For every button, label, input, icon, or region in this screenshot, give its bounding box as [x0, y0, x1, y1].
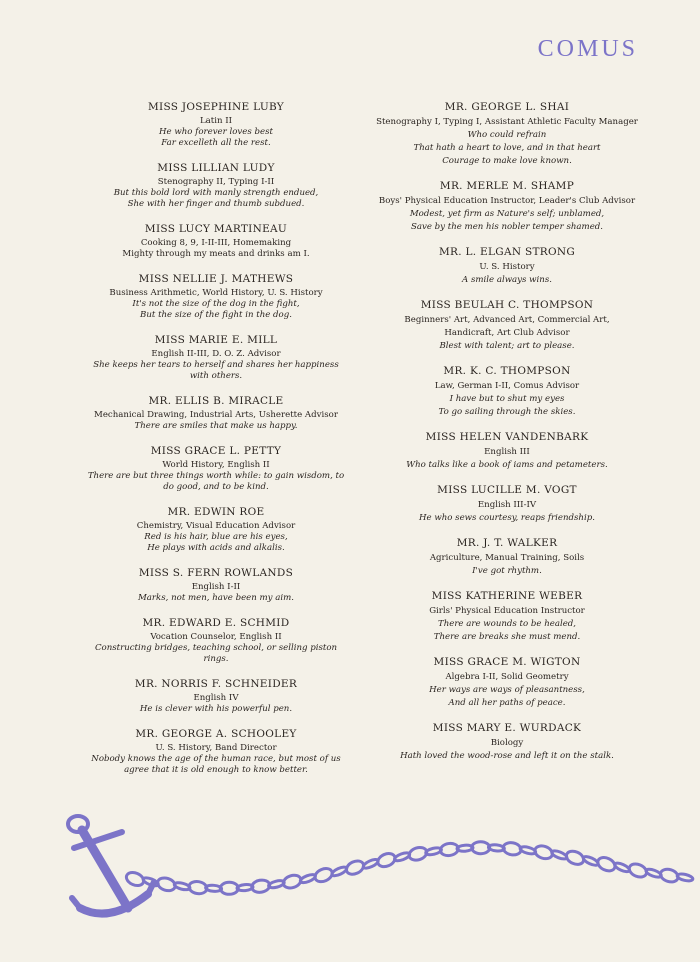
faculty-name: MISS BEULAH C. THOMPSON: [420, 299, 594, 311]
faculty-quote: And all her paths of peace.: [448, 698, 566, 708]
faculty-entry: [82, 445, 350, 493]
faculty-column-left: [82, 101, 350, 789]
faculty-entry: [82, 162, 350, 210]
faculty-name: MISS HELEN VANDENBARK: [425, 431, 589, 443]
faculty-subjects: Biology: [490, 738, 524, 748]
faculty-name: MISS LUCY MARTINEAU: [144, 223, 288, 235]
faculty-entry: [372, 299, 642, 353]
faculty-name: MR. J. T. WALKER: [456, 537, 558, 549]
faculty-quote: Who talks like a book of iams and petameters.: [406, 460, 608, 470]
faculty-subjects: English IV: [193, 693, 239, 703]
faculty-quote: Far excelleth all the rest.: [161, 138, 271, 148]
faculty-name: MISS MARIE E. MILL: [154, 334, 278, 346]
faculty-name: MISS GRACE L. PETTY: [150, 445, 282, 457]
faculty-quote: That hath a heart to love, and in that heart: [413, 143, 601, 153]
faculty-subjects: Mighty through my meats and drinks am I.: [122, 249, 310, 259]
faculty-quote: agree that it is old enough to know better.: [124, 765, 308, 775]
faculty-name: MISS NELLIE J. MATHEWS: [138, 273, 294, 285]
faculty-quote: He who sews courtesy, reaps friendship.: [419, 513, 595, 523]
faculty-name: MISS LILLIAN LUDY: [157, 162, 275, 174]
faculty-entry: [82, 334, 350, 382]
faculty-entry: [82, 617, 350, 665]
faculty-name: MR. L. ELGAN STRONG: [438, 246, 576, 258]
faculty-subjects: Agriculture, Manual Training, Soils: [429, 553, 585, 563]
faculty-quote: Red is his hair, blue are his eyes,: [144, 532, 288, 542]
faculty-name: MISS S. FERN ROWLANDS: [138, 567, 294, 579]
faculty-quote: He plays with acids and alkalis.: [147, 543, 285, 553]
faculty-quote: To go sailing through the skies.: [438, 407, 576, 417]
faculty-entry: [372, 180, 642, 234]
faculty-name: MISS GRACE M. WIGTON: [433, 656, 581, 668]
faculty-subjects: Stenography I, Typing I, Assistant Athletic Faculty Manager: [376, 117, 638, 127]
faculty-subjects: Business Arithmetic, World History, U. S. History: [109, 288, 323, 298]
faculty-subjects: Handicraft, Art Club Advisor: [444, 328, 570, 338]
faculty-quote: Modest, yet firm as Nature's self; unblamed,: [409, 209, 605, 219]
faculty-quote: She with her finger and thumb subdued.: [127, 199, 305, 209]
faculty-entry: [372, 431, 642, 472]
faculty-subjects: Vocation Counselor, English II: [150, 632, 282, 642]
faculty-entry: [372, 246, 642, 287]
faculty-column-right: [372, 101, 642, 775]
faculty-subjects: Beginners' Art, Advanced Art, Commercial Art,: [404, 315, 610, 325]
faculty-subjects: World History, English II: [162, 460, 270, 470]
faculty-quote: Courage to make love known.: [442, 156, 572, 166]
faculty-name: MR. K. C. THOMPSON: [443, 365, 571, 377]
page-title: COMUS: [537, 36, 638, 62]
faculty-quote: do good, and to be kind.: [163, 482, 269, 492]
faculty-entry: [82, 678, 350, 715]
faculty-quote: But this bold lord with manly strength endued,: [113, 188, 319, 198]
faculty-entry: [372, 484, 642, 525]
faculty-entry: [372, 101, 642, 168]
faculty-quote: I have but to shut my eyes: [449, 394, 565, 404]
faculty-quote: Hath loved the wood-rose and left it on the stalk.: [400, 751, 614, 761]
faculty-entry: [82, 728, 350, 776]
faculty-quote: There are but three things worth while: to gain wisdom, to: [87, 471, 345, 481]
faculty-name: MISS LUCILLE M. VOGT: [437, 484, 577, 496]
faculty-entry: [82, 567, 350, 604]
faculty-subjects: Law, German I-II, Comus Advisor: [434, 381, 580, 391]
faculty-subjects: Girls' Physical Education Instructor: [429, 606, 585, 616]
faculty-entry: [82, 273, 350, 321]
faculty-quote: She keeps her tears to herself and shares her happiness: [93, 360, 339, 370]
faculty-subjects: Boys' Physical Education Instructor, Leader's Club Advisor: [378, 196, 636, 206]
faculty-name: MISS MARY E. WURDACK: [432, 722, 582, 734]
faculty-quote: A smile always wins.: [462, 275, 552, 285]
faculty-quote: with others.: [189, 371, 243, 381]
faculty-quote: He is clever with his powerful pen.: [139, 704, 293, 714]
faculty-subjects: Stenography II, Typing I-II: [157, 177, 275, 187]
faculty-subjects: English III: [484, 447, 530, 457]
faculty-subjects: Chemistry, Visual Education Advisor: [136, 521, 296, 531]
faculty-name: MISS JOSEPHINE LUBY: [147, 101, 285, 113]
faculty-name: MR. GEORGE L. SHAI: [444, 101, 570, 113]
faculty-quote: Save by the men his nobler temper shamed.: [410, 222, 604, 232]
faculty-quote: Marks, not men, have been my aim.: [138, 593, 294, 603]
faculty-entry: [372, 722, 642, 763]
faculty-entry: [82, 101, 350, 149]
faculty-name: MR. EDWIN ROE: [167, 506, 265, 518]
faculty-quote: There are smiles that make us happy.: [134, 421, 298, 431]
faculty-entry: [372, 365, 642, 419]
faculty-name: MR. NORRIS F. SCHNEIDER: [134, 678, 298, 690]
faculty-name: MISS KATHERINE WEBER: [431, 590, 583, 602]
faculty-quote: Her ways are ways of pleasantness,: [429, 685, 585, 695]
faculty-name: MR. ELLIS B. MIRACLE: [148, 395, 284, 407]
faculty-name: MR. MERLE M. SHAMP: [439, 180, 575, 192]
faculty-quote: Nobody knows the age of the human race, but most of us: [91, 754, 341, 764]
faculty-entry: [372, 590, 642, 644]
faculty-quote: It's not the size of the dog in the fight,: [132, 299, 300, 309]
anchor-chain-icon: [40, 812, 695, 922]
faculty-quote: I've got rhythm.: [472, 566, 542, 576]
faculty-quote: Blest with talent; art to please.: [439, 341, 575, 351]
faculty-subjects: Latin II: [199, 116, 233, 126]
faculty-subjects: U. S. History: [479, 262, 535, 272]
faculty-name: MR. GEORGE A. SCHOOLEY: [135, 728, 297, 740]
faculty-quote: He who forever loves best: [159, 127, 273, 137]
faculty-quote: There are breaks she must mend.: [433, 632, 581, 642]
faculty-subjects: English II-III, D. O. Z. Advisor: [151, 349, 281, 359]
faculty-entry: [372, 537, 642, 578]
faculty-quote: Constructing bridges, teaching school, or selling piston rings.: [94, 643, 338, 664]
faculty-subjects: U. S. History, Band Director: [155, 743, 277, 753]
faculty-subjects: English III-IV: [477, 500, 537, 510]
faculty-name: MR. EDWARD E. SCHMID: [142, 617, 290, 629]
faculty-quote: Who could refrain: [467, 130, 547, 140]
faculty-subjects: Mechanical Drawing, Industrial Arts, Usherette Advisor: [94, 410, 338, 420]
faculty-quote: There are wounds to be healed,: [437, 619, 577, 629]
faculty-entry: [82, 395, 350, 432]
faculty-entry: [82, 223, 350, 260]
chain-link: [677, 873, 694, 882]
faculty-subjects: Algebra I-II, Solid Geometry: [445, 672, 569, 682]
faculty-subjects: English I-II: [191, 582, 241, 592]
faculty-quote: But the size of the fight in the dog.: [140, 310, 292, 320]
faculty-entry: [82, 506, 350, 554]
faculty-subjects: Cooking 8, 9, I-II-III, Homemaking: [140, 238, 292, 248]
faculty-entry: [372, 656, 642, 710]
